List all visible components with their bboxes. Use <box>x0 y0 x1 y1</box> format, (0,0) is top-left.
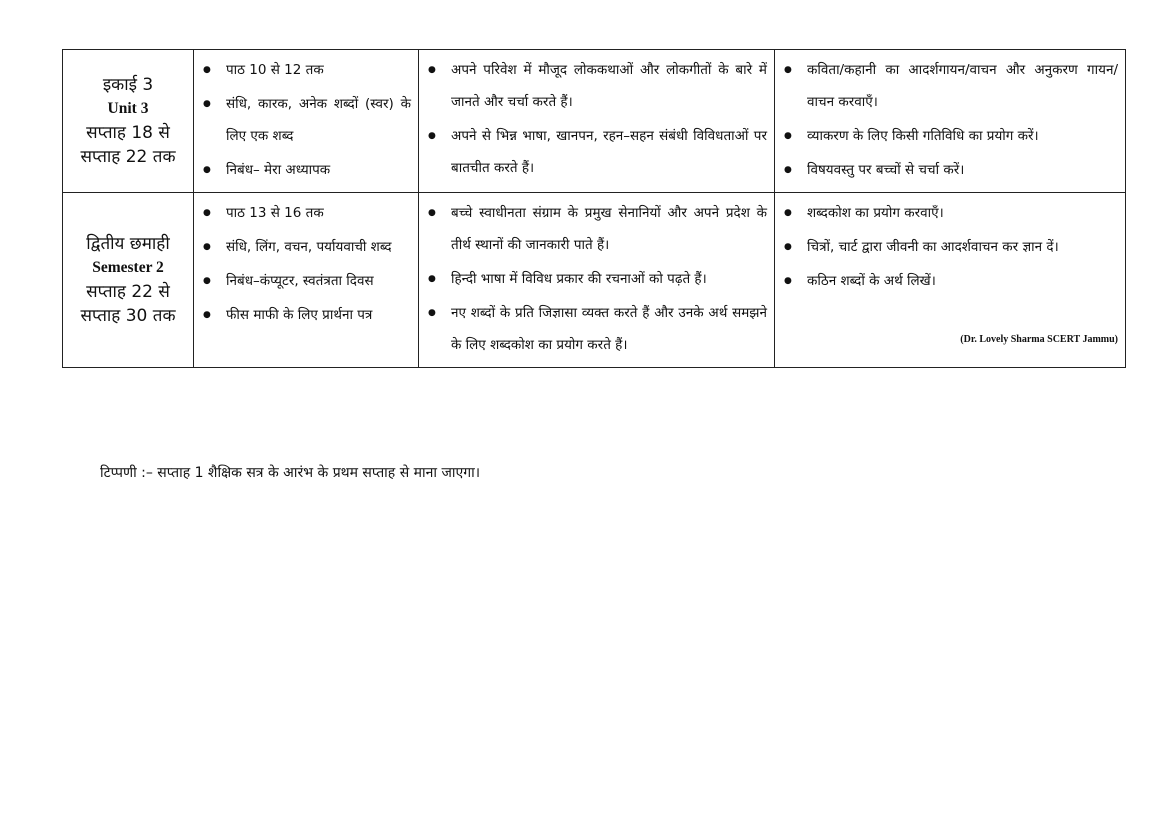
list-item: ● अपने से भिन्न भाषा, खानपन, रहन–सहन संबंधी विविधताओं पर बातचीत करते हैं। <box>426 120 767 184</box>
footnote: टिप्पणी :– सप्ताह 1 शैक्षिक सत्र के आरंभ के प्रथम सप्ताह से माना जाएगा। <box>100 465 481 481</box>
activities-cell <box>775 50 1126 193</box>
list-item: ● नए शब्दों के प्रति जिज्ञासा व्यक्त करते हैं और उनके अर्थ समझने के लिए शब्दकोश का प्रयोग करते हैं। <box>426 297 767 361</box>
outcomes-cell <box>419 50 775 193</box>
week-end: सप्ताह 30 तक <box>80 306 176 326</box>
outcomes-cell <box>419 193 775 368</box>
list-item: ● पाठ 13 से 16 तक <box>201 197 411 229</box>
list-item: ● पाठ 10 से 12 तक <box>201 54 411 86</box>
list-item: ● विषयवस्तु पर बच्चों से चर्चा करें। <box>782 154 1118 186</box>
unit-title: इकाई 3 <box>102 75 154 95</box>
list-item: ● निबंध– मेरा अध्यापक <box>201 154 411 186</box>
list-item: ● निबंध–कंप्यूटर, स्वतंत्रता दिवस <box>201 265 411 297</box>
week-start: सप्ताह 22 से <box>86 282 170 302</box>
list-item: ● बच्चे स्वाधीनता संग्राम के प्रमुख सेनानियों और अपने प्रदेश के तीर्थ स्थानों की जानकारी पाते हैं। <box>426 197 767 261</box>
table-row <box>63 193 1126 368</box>
author-credit: (Dr. Lovely Sharma SCERT Jammu) <box>960 334 1118 345</box>
list-item: ● संधि, कारक, अनेक शब्दों (स्वर) के लिए एक शब्द <box>201 88 411 152</box>
unit-cell <box>63 193 194 368</box>
content-cell <box>194 50 419 193</box>
list-item: ● शब्दकोश का प्रयोग करवाएँ। <box>782 197 1118 229</box>
unit-title-english: Unit 3 <box>107 100 149 117</box>
list-item: ● फीस माफी के लिए प्रार्थना पत्र <box>201 299 411 331</box>
list-item: ● संधि, लिंग, वचन, पर्यायवाची शब्द <box>201 231 411 263</box>
unit-title-english: Semester 2 <box>92 259 164 276</box>
list-item: ● व्याकरण के लिए किसी गतिविधि का प्रयोग करें। <box>782 120 1118 152</box>
unit-cell <box>63 50 194 193</box>
week-end: सप्ताह 22 तक <box>80 147 176 167</box>
list-item: ● अपने परिवेश में मौजूद लोककथाओं और लोकगीतों के बारे में जानते और चर्चा करते हैं। <box>426 54 767 118</box>
list-item: ● चित्रों, चार्ट द्वारा जीवनी का आदर्शवाचन कर ज्ञान दें। <box>782 231 1118 263</box>
syllabus-table <box>62 49 1126 368</box>
week-start: सप्ताह 18 से <box>86 123 170 143</box>
list-item: ● कठिन शब्दों के अर्थ लिखें। <box>782 265 1118 297</box>
list-item: ● कविता/कहानी का आदर्शगायन/वाचन और अनुकरण गायन/वाचन करवाएँ। <box>782 54 1118 118</box>
unit-title: द्वितीय छमाही <box>86 234 170 254</box>
content-cell <box>194 193 419 368</box>
activities-cell <box>775 193 1126 368</box>
table-row <box>63 50 1126 193</box>
list-item: ● हिन्दी भाषा में विविध प्रकार की रचनाओं को पढ़ते हैं। <box>426 263 767 295</box>
